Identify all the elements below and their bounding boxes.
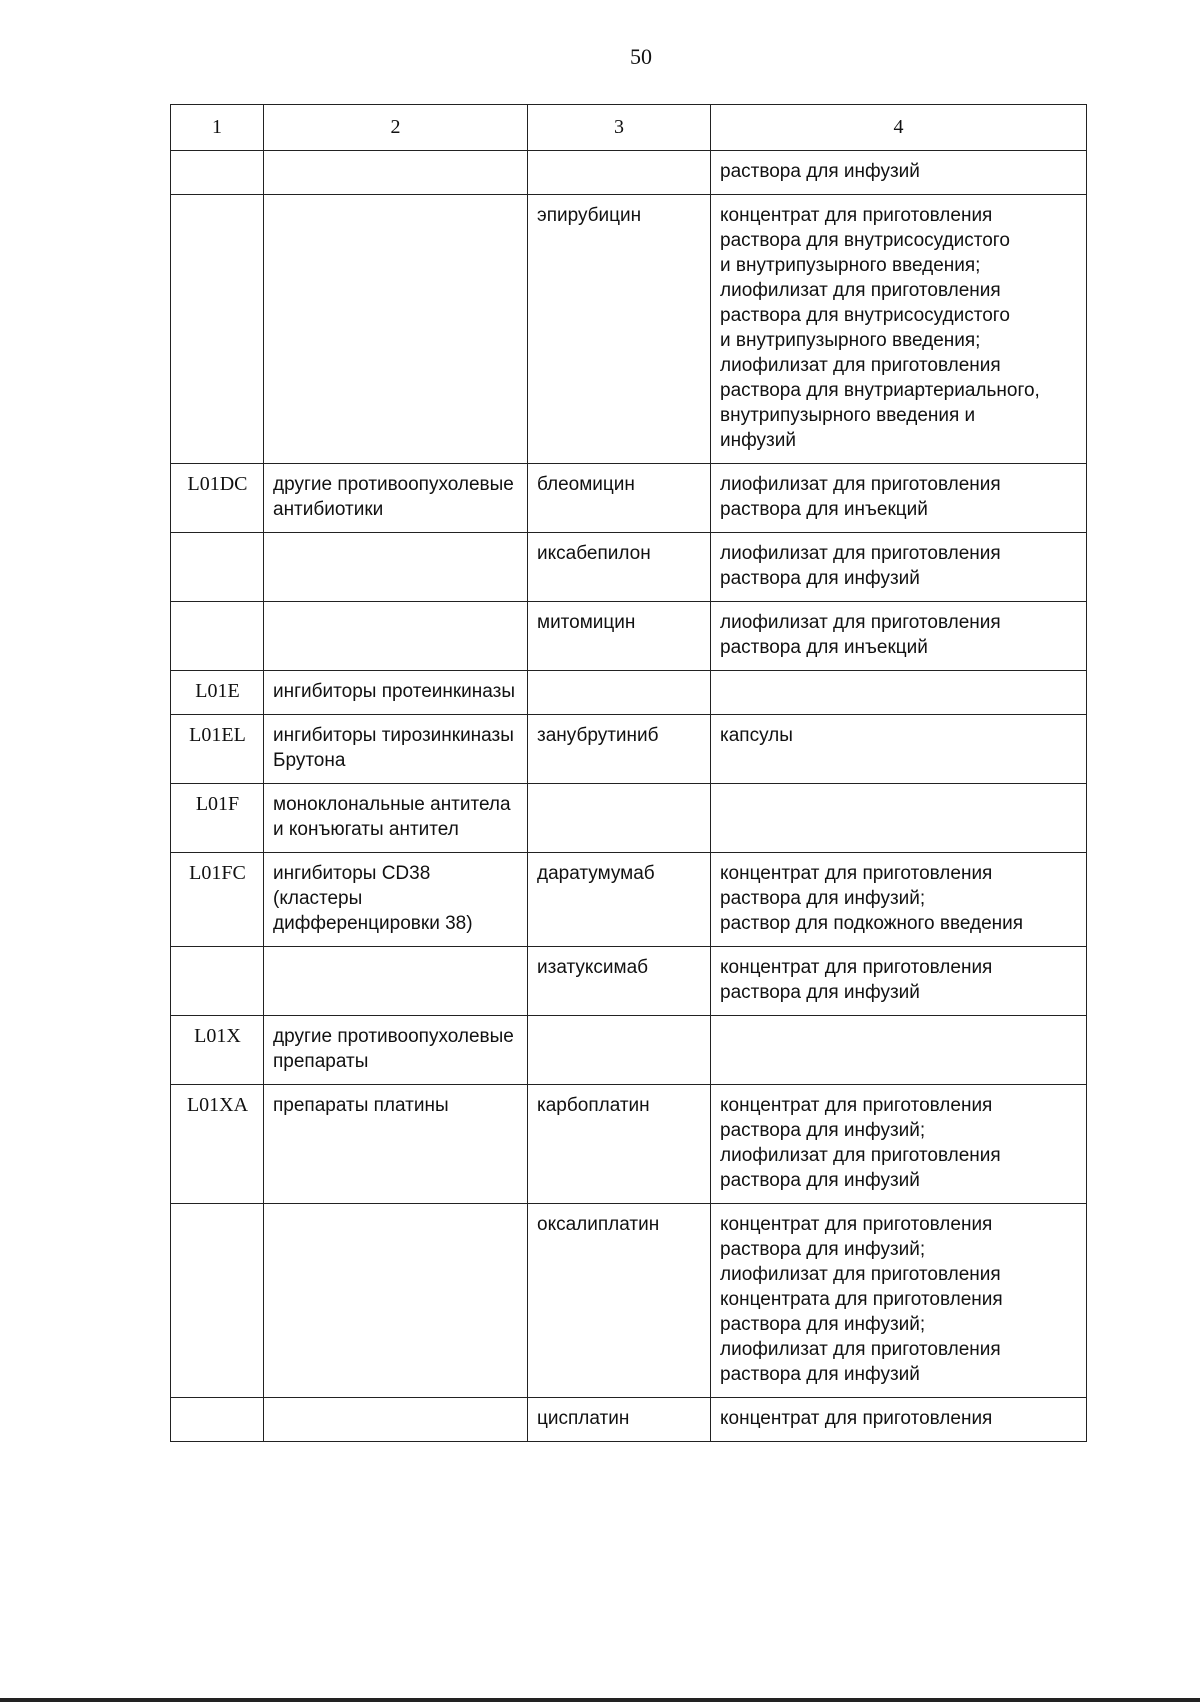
table-row — [171, 853, 1087, 947]
atc-code-cell: L01X — [171, 1016, 264, 1085]
dosage-form-cell — [711, 853, 1087, 947]
dosage-form-line: капсулы — [720, 725, 793, 746]
dosage-form-line: концентрат для приготовления — [720, 957, 993, 978]
column-header: 1 — [171, 105, 264, 151]
dosage-form-cell — [711, 947, 1087, 1016]
table-row — [171, 464, 1087, 533]
group-name-cell — [264, 602, 528, 671]
dosage-form-line: раствора для инъекций — [720, 499, 928, 520]
group-name-cell — [264, 1204, 528, 1398]
dosage-form-line: концентрат для приготовления — [720, 205, 993, 226]
atc-code-cell: L01EL — [171, 715, 264, 784]
dosage-form-line: раствора для внутрисосудистого — [720, 230, 1010, 251]
table-row — [171, 533, 1087, 602]
dosage-form-line: раствора для инфузий; — [720, 1239, 926, 1260]
group-name-cell: ингибиторы тирозинкиназы Брутона — [264, 715, 528, 784]
table-row — [171, 784, 1087, 853]
table-row — [171, 1398, 1087, 1442]
drug-name-cell: цисплатин — [528, 1398, 711, 1442]
table-row — [171, 671, 1087, 715]
table-row — [171, 602, 1087, 671]
drug-name-cell — [528, 671, 711, 715]
dosage-form-cell — [711, 1204, 1087, 1398]
dosage-form-line: лиофилизат для приготовления — [720, 1145, 1001, 1166]
group-name-cell — [264, 533, 528, 602]
table-row — [171, 1085, 1087, 1204]
drug-table — [170, 104, 1087, 1442]
dosage-form-line: раствора для инфузий — [720, 982, 920, 1003]
dosage-form-line: концентрата для приготовления — [720, 1289, 1003, 1310]
group-name-cell: ингибиторы CD38 (кластеры дифференцировки 38) — [264, 853, 528, 947]
atc-code-cell: L01F — [171, 784, 264, 853]
column-header: 3 — [528, 105, 711, 151]
dosage-form-line: концентрат для приготовления — [720, 1408, 993, 1429]
dosage-form-cell — [711, 464, 1087, 533]
group-name-cell: другие противоопухолевые препараты — [264, 1016, 528, 1085]
dosage-form-line: лиофилизат для приготовления — [720, 543, 1001, 564]
drug-name-cell: оксалиплатин — [528, 1204, 711, 1398]
dosage-form-line: концентрат для приготовления — [720, 1214, 993, 1235]
dosage-form-line: раствора для инфузий; — [720, 1120, 926, 1141]
atc-code-cell — [171, 1398, 264, 1442]
drug-name-cell: даратумумаб — [528, 853, 711, 947]
dosage-form-line: и внутрипузырного введения; — [720, 330, 981, 351]
atc-code-cell: L01XA — [171, 1085, 264, 1204]
header-row — [171, 105, 1087, 151]
atc-code-cell — [171, 947, 264, 1016]
dosage-form-line: внутрипузырного введения и — [720, 405, 976, 426]
dosage-form-line: раствора для инфузий — [720, 1170, 920, 1191]
dosage-form-line: лиофилизат для приготовления — [720, 355, 1001, 376]
page-number: 50 — [630, 44, 652, 69]
atc-code-cell: L01FC — [171, 853, 264, 947]
dosage-form-line: лиофилизат для приготовления — [720, 280, 1001, 301]
atc-code-cell — [171, 602, 264, 671]
dosage-form-cell — [711, 715, 1087, 784]
table-row — [171, 947, 1087, 1016]
dosage-form-line: концентрат для приготовления — [720, 863, 993, 884]
table-row — [171, 1204, 1087, 1398]
table-row — [171, 715, 1087, 784]
dosage-form-cell — [711, 1398, 1087, 1442]
dosage-form-line: раствора для инъекций — [720, 637, 928, 658]
dosage-form-line: раствора для внутриартериального, — [720, 380, 1040, 401]
dosage-form-line: раствора для инфузий; — [720, 888, 926, 909]
dosage-form-line: концентрат для приготовления — [720, 1095, 993, 1116]
dosage-form-line: раствора для внутрисосудистого — [720, 305, 1010, 326]
dosage-form-line: раствора для инфузий — [720, 568, 920, 589]
group-name-cell: другие противоопухолевые антибиотики — [264, 464, 528, 533]
dosage-form-line: раствора для инфузий; — [720, 1314, 926, 1335]
dosage-form-cell — [711, 533, 1087, 602]
group-name-cell — [264, 195, 528, 464]
drug-name-cell: изатуксимаб — [528, 947, 711, 1016]
column-header: 2 — [264, 105, 528, 151]
dosage-form-cell — [711, 1085, 1087, 1204]
dosage-form-cell — [711, 671, 1087, 715]
dosage-form-line: лиофилизат для приготовления — [720, 474, 1001, 495]
atc-code-cell: L01DC — [171, 464, 264, 533]
table-row — [171, 151, 1087, 195]
dosage-form-cell — [711, 784, 1087, 853]
dosage-form-cell — [711, 1016, 1087, 1085]
drug-name-cell — [528, 151, 711, 195]
table-row — [171, 1016, 1087, 1085]
atc-code-cell — [171, 195, 264, 464]
group-name-cell: препараты платины — [264, 1085, 528, 1204]
dosage-form-line: лиофилизат для приготовления — [720, 1264, 1001, 1285]
drug-name-cell: иксабепилон — [528, 533, 711, 602]
group-name-cell — [264, 947, 528, 1016]
dosage-form-cell — [711, 602, 1087, 671]
dosage-form-line: инфузий — [720, 430, 796, 451]
table-row — [171, 195, 1087, 464]
atc-code-cell — [171, 533, 264, 602]
dosage-form-line: лиофилизат для приготовления — [720, 1339, 1001, 1360]
dosage-form-line: лиофилизат для приготовления — [720, 612, 1001, 633]
group-name-cell: ингибиторы протеинкиназы — [264, 671, 528, 715]
drug-name-cell: занубрутиниб — [528, 715, 711, 784]
dosage-form-cell — [711, 151, 1087, 195]
dosage-form-line: раствора для инфузий — [720, 161, 920, 182]
dosage-form-cell — [711, 195, 1087, 464]
group-name-cell — [264, 1398, 528, 1442]
dosage-form-line: и внутрипузырного введения; — [720, 255, 981, 276]
table-body — [171, 151, 1087, 1442]
atc-code-cell: L01E — [171, 671, 264, 715]
group-name-cell — [264, 151, 528, 195]
dosage-form-line: раствора для инфузий — [720, 1364, 920, 1385]
drug-name-cell: эпирубицин — [528, 195, 711, 464]
column-header: 4 — [711, 105, 1087, 151]
dosage-form-line: раствор для подкожного введения — [720, 913, 1024, 934]
drug-name-cell — [528, 784, 711, 853]
drug-name-cell: карбоплатин — [528, 1085, 711, 1204]
scan-edge-line — [0, 1698, 1200, 1702]
drug-name-cell: митомицин — [528, 602, 711, 671]
atc-code-cell — [171, 151, 264, 195]
group-name-cell: моноклональные антитела и конъюгаты антител — [264, 784, 528, 853]
drug-name-cell: блеомицин — [528, 464, 711, 533]
atc-code-cell — [171, 1204, 264, 1398]
drug-name-cell — [528, 1016, 711, 1085]
